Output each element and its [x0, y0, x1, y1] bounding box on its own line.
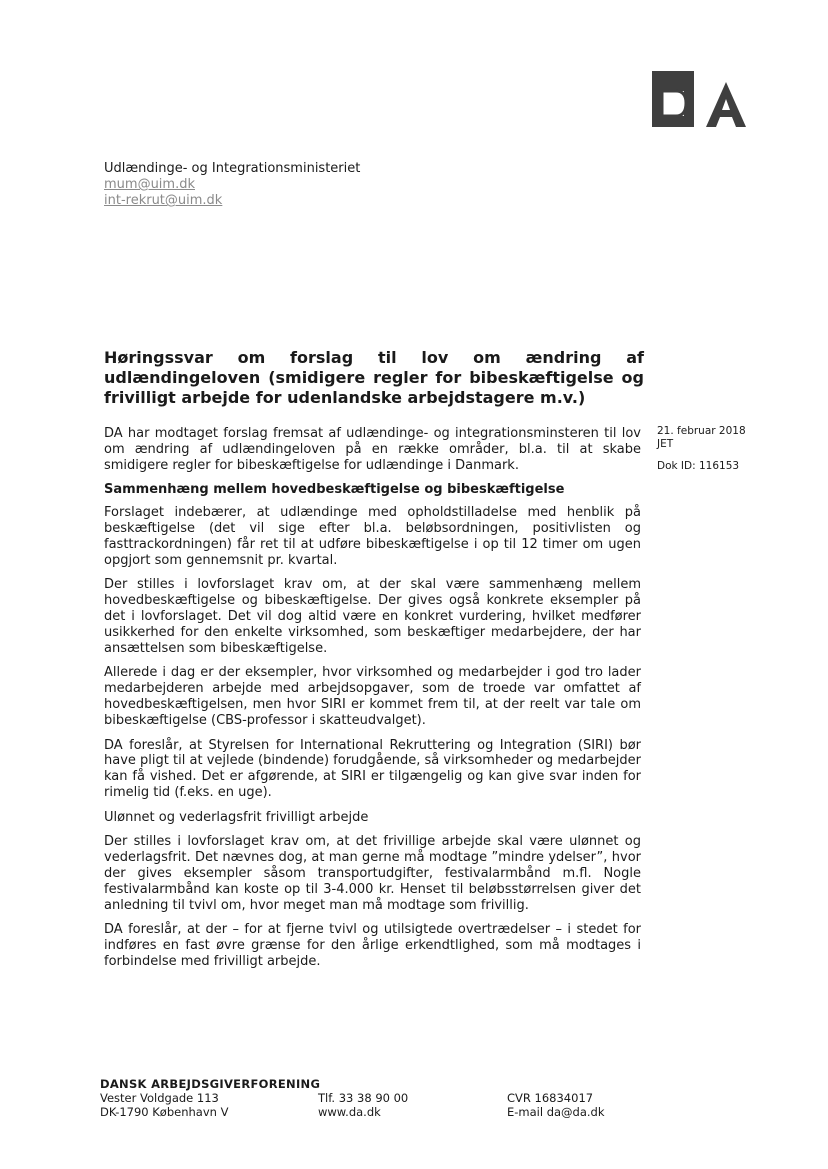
footer-registration: [507, 1091, 605, 1119]
document-date: 21. februar 2018: [657, 425, 746, 437]
paragraph: Der stilles i lovforslaget krav om, at det frivillige arbejde skal være ulønnet og vederlagsfrit. Det nævnes dog, at man gerne må modtage ”mindre ydelser”, hvor der gives eksempler såsom transportudgifter, festivalarmbånd m.fl. Nogle festivalarmbånd kan koste op til 3-4.000 kr. Henset til beløbsstørrelsen giver det anledning til tvivl om, hvor meget man må modtage som frivillig.: [104, 834, 641, 913]
section-heading-main-vs-side-employment: Sammenhæng mellem hovedbeskæftigelse og bibeskæftigelse: [104, 482, 565, 498]
document-body: [104, 426, 641, 978]
footer-city: DK-1790 København V: [100, 1105, 229, 1119]
recipient-email-1[interactable]: mum@uim.dk: [104, 177, 195, 192]
footer-street: Vester Voldgade 113: [100, 1091, 219, 1105]
footer-website[interactable]: www.da.dk: [318, 1105, 381, 1119]
letter-footer: [100, 1077, 605, 1119]
paragraph: Der stilles i lovforslaget krav om, at der skal være sammenhæng mellem hovedbeskæftigelse og bibeskæftigelse. Der gives også konkrete eksempler på det i lovforslaget. Det vil dog altid være en konkret vurdering, hvilket medfører usikkerhed for den enkelte virksomhed, som beskæftiger medarbejdere, der har ansættelsen som bibeskæftigelse.: [104, 577, 641, 656]
recipient-email-2[interactable]: int-rekrut@uim.dk: [104, 193, 223, 208]
footer-cvr: CVR 16834017: [507, 1091, 594, 1105]
footer-email[interactable]: E-mail da@da.dk: [507, 1105, 605, 1119]
section-subheading-volunteer-work: Ulønnet og vederlagsfrit frivilligt arbejde: [104, 809, 369, 825]
document-meta: [657, 425, 746, 473]
paragraph: Forslaget indebærer, at udlændinge med opholdstilladelse med henblik på beskæftigelse (det vil sige efter bl.a. beløbsordningen, positivlisten og fasttrackordningen) får ret til at udføre bibeskæftigelse i op til 12 timer om ugen opgjort som gennemsnit pr. kvartal.: [104, 505, 641, 568]
author-initials: JET: [657, 438, 674, 450]
paragraph-intro: DA har modtaget forslag fremsat af udlændinge- og integrationsminsteren til lov om ændring af udlændingeloven på en række områder, bl.a. til at skabe smidigere regler for bibeskæftigelse for udlændinge i Danmark.: [104, 426, 641, 473]
footer-organization: DANSK ARBEJDSGIVERFORENING: [100, 1077, 321, 1091]
recipient-name: Udlændinge- og Integrationsministeriet: [104, 161, 361, 176]
document-title: Høringssvar om forslag til lov om ændring af udlændingeloven (smidigere regler for bibeskæftigelse og frivilligt arbejde for udenlandske arbejdstagere m.v.): [104, 348, 644, 407]
footer-contact: [318, 1091, 408, 1119]
paragraph: DA foreslår, at Styrelsen for International Rekruttering og Integration (SIRI) bør have pligt til at vejlede (bindende) forudgående, så virksomheder og medarbejder kan få vished. Det er afgørende, at SIRI er tilgængelig og kan give svar inden for rimelig tid (f.eks. en uge).: [104, 737, 641, 801]
recipient-block: [104, 161, 360, 209]
paragraph: DA foreslår, at der – for at fjerne tvivl og utilsigtede overtrædelser – i stedet for indføres en fast øvre grænse for den årlige erkendtlighed, som må modtages i forbindelse med frivilligt arbejde.: [104, 922, 641, 969]
document-id: Dok ID: 116153: [657, 460, 740, 472]
footer-phone: Tlf. 33 38 90 00: [318, 1091, 409, 1105]
paragraph: Allerede i dag er der eksempler, hvor virksomhed og medarbejder i god tro lader medarbejderen arbejde med arbejdsopgaver, som de troede var omfattet af hovedbeskæftigelsen, men hvor SIRI er kommet frem til, at der reelt var tale om bibeskæftigelse (CBS-professor i skatteudvalget).: [104, 665, 641, 729]
da-logo: [650, 68, 758, 130]
footer-address: [100, 1091, 228, 1119]
